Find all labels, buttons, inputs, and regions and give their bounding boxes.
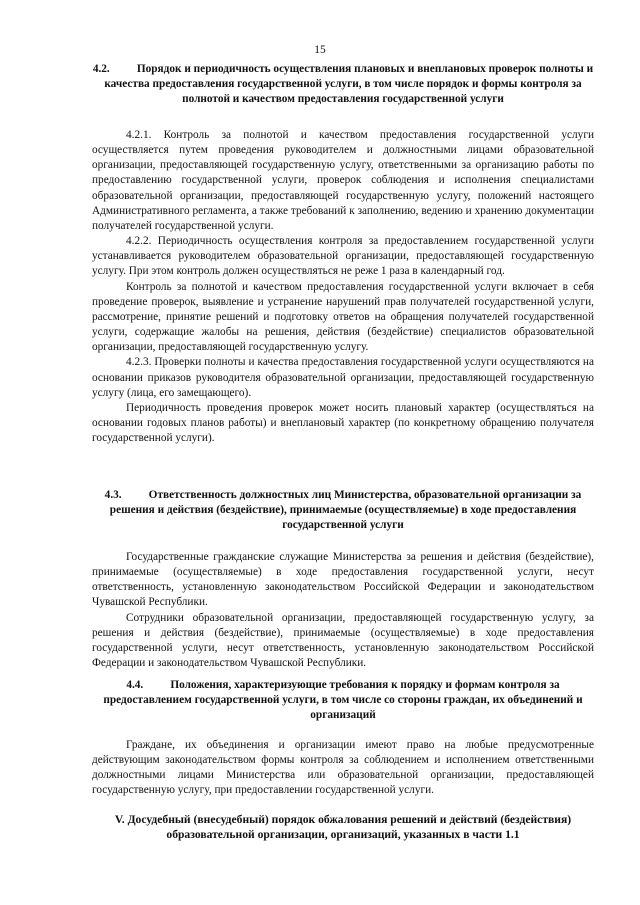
section-number: 4.3. xyxy=(104,489,122,501)
section-4-3-body xyxy=(92,550,594,671)
section-4-4-heading xyxy=(92,678,594,723)
section-4-2-heading xyxy=(92,62,594,107)
section-number: 4.2. xyxy=(92,63,110,75)
paragraph: 4.2.2. Периодичность осуществления контроля за предоставлением государственной услуги устанавливается руководителем образовательной организации, предоставляющей государственную услугу. При этом контроль должен осуществляться не реже 1 раза в календарный год. xyxy=(92,235,594,278)
paragraph: Контроль за полнотой и качеством предоставления государственной услуги включает в себя проведение проверок, выявление и устранение нарушений прав получателей государственной услуги, рассмотрение, принятие решений и подготовку ответов на обращения получателей государственной услуги, содержащие жалобы на решения, действия (бездействие) специалистов образовательной организации, предоставляющей государственную услугу. xyxy=(92,280,594,354)
paragraph: Государственные гражданские служащие Министерства за решения и действия (бездействие), принимаемые (осуществляемые) в ходе предоставления государственной услуги, несут ответственность, установленную законодательством Российской Федерации и законодательством Чувашской Республики. xyxy=(92,551,594,609)
paragraph: Граждане, их объединения и организации имеют право на любые предусмотренные действующим законодательством формы контроля за соблюдением и исполнением ответственными должностными лицами Министерства или образовательной организации, предоставляющей государственную услугу, при предоставлении государственной услуги. xyxy=(92,739,594,797)
section-title: Положения, характеризующие требования к порядку и формам контроля за предоставлением государственной услуги, в том числе со стороны граждан, их объединений и организаций xyxy=(103,679,583,722)
section-number: 4.4. xyxy=(126,679,144,691)
chapter-5-heading: V. Досудебный (внесудебный) порядок обжалования решений и действий (бездействия) образовательной организации, организаций, указанных в части 1.1 xyxy=(114,813,572,842)
section-4-3-heading xyxy=(92,488,594,533)
paragraph: 4.2.3. Проверки полноты и качества предоставления государственной услуги осуществляются на основании приказов руководителя образовательной организации, предоставляющей государственную услугу (лица, его замещающего). xyxy=(92,356,594,399)
page-number: 15 xyxy=(314,44,326,56)
section-4-4-body xyxy=(92,738,594,799)
paragraph: Сотрудники образовательной организации, предоставляющей государственную услугу, за решения и действия (бездействие), принимаемые (осуществляемые) в ходе предоставления государственной услуги, несут ответственность, установленную законодательством Российской Федерации и законодательством Чувашской Республики. xyxy=(92,611,594,670)
paragraph: Периодичность проведения проверок может носить плановый характер (осуществляться на основании годовых планов работы) и внеплановый характер (по конкретному обращению получателя государственной услуги). xyxy=(92,401,594,445)
section-4-2-body xyxy=(92,128,594,446)
paragraph: 4.2.1. Контроль за полнотой и качеством предоставления государственной услуги осуществляется путем проведения руководителем и должностными лицами образовательной организации, предоставляющей государственную услугу, ответственными за организацию работы по предоставлению государственной услуги, проверок соблюдения и исполнения специалистами образовательной организации, предоставляющей государственную услугу, положений настоящего Административного регламента, а также требований к заполнению, ведению и хранению документации получателей государственной услуги. xyxy=(92,129,594,232)
section-title: Ответственность должностных лиц Министерства, образовательной организации за решения и действия (бездействие), принимаемые (осуществляемые) в ходе предоставления государственной услуги xyxy=(109,489,582,532)
section-title: Порядок и периодичность осуществления плановых и внеплановых проверок полноты и качества предоставления государственной услуги, в том числе порядок и формы контроля за полнотой и качеством предоставления государственной услуги xyxy=(104,63,594,106)
